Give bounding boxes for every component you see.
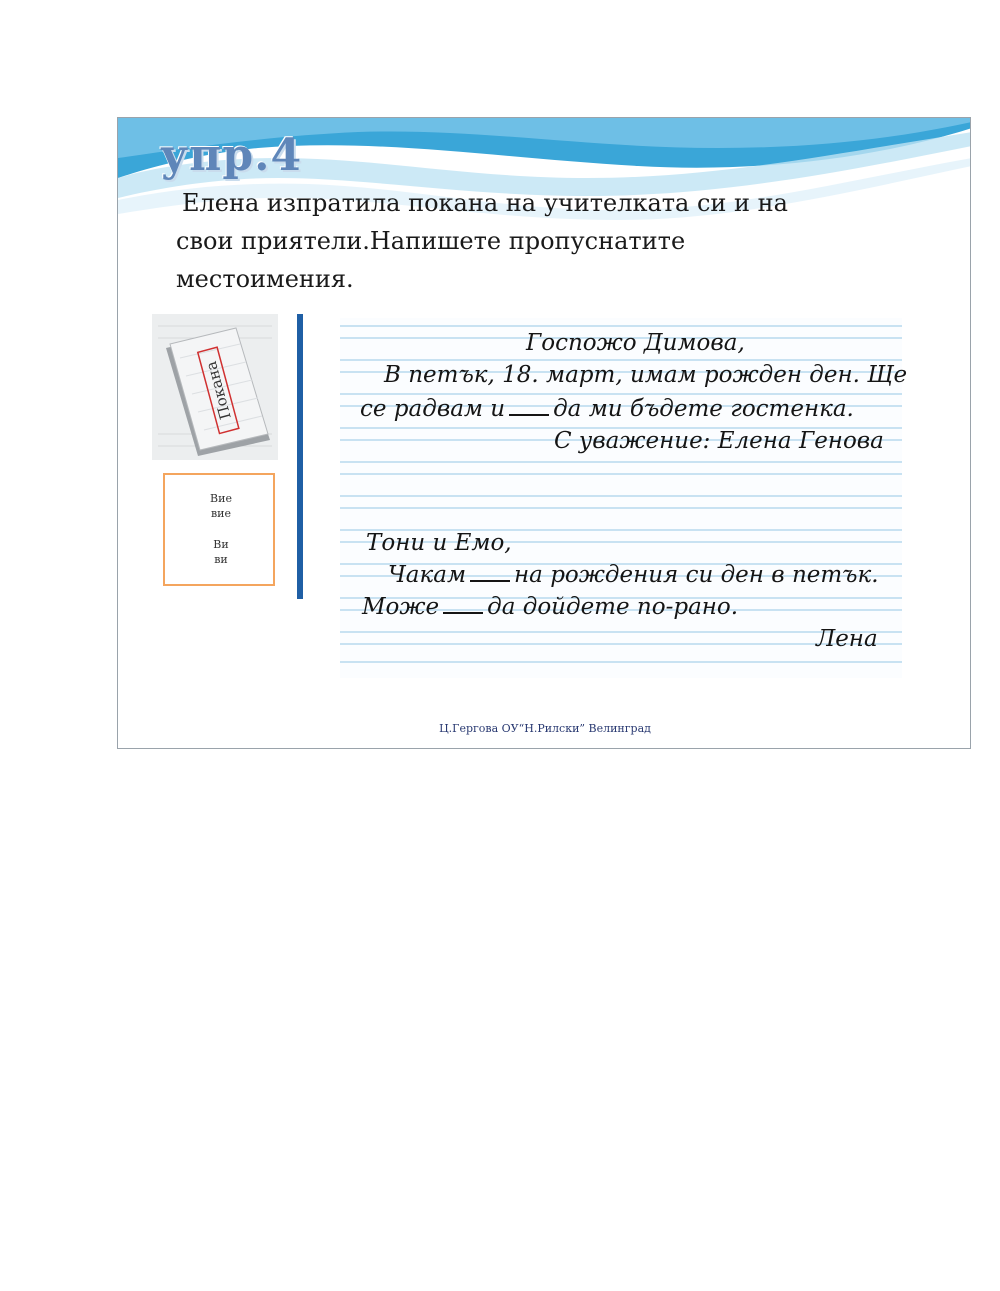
letter-1-line-2-start: се радвам и	[360, 396, 506, 422]
letter-2-line-1-end: на рождения си ден в петък.	[514, 562, 879, 588]
invitation-card-label: Покана	[201, 359, 235, 422]
letter-1-signature: С уважение: Елена Генова	[554, 428, 884, 454]
letter-2-line-1-start: Чакам	[388, 562, 467, 588]
footer-credit: Ц.Гергова ОУ“Н.Рилски” Велинград	[439, 722, 651, 735]
instruction-line-2: свои приятели.Напишете пропуснатите	[176, 227, 686, 255]
pronoun-options-box	[163, 473, 275, 586]
notebook-page	[340, 318, 908, 678]
pronoun-option: вие	[210, 507, 232, 520]
letter-2-line-2	[362, 594, 738, 620]
answer-blank[interactable]	[509, 413, 549, 416]
letter-2-line-1	[388, 562, 879, 588]
slide	[117, 117, 971, 749]
letter-2-greeting: Тони и Емо,	[366, 530, 512, 556]
letter-1-line-2-end: да ми бъдете гостенка.	[553, 396, 854, 422]
instruction-line-3: местоимения.	[176, 265, 354, 293]
letter-1-line-1: В петък, 18. март, имам рожден ден. Ще	[384, 362, 908, 388]
pronoun-option: ви	[214, 553, 228, 566]
instruction-line-1: Елена изпратила покана на учителката си и на	[182, 189, 788, 217]
letter-1-greeting: Госпожо Димова,	[526, 330, 745, 356]
answer-blank[interactable]	[443, 611, 483, 614]
letter-2-signature: Лена	[816, 626, 878, 652]
pronoun-option: Ви	[213, 538, 229, 551]
divider-line	[297, 314, 303, 599]
pronoun-option: Вие	[210, 492, 232, 505]
answer-blank[interactable]	[470, 579, 510, 582]
letter-2-line-2-start: Може	[362, 594, 440, 620]
invitation-card-illustration	[152, 314, 278, 460]
exercise-title: упр.4	[160, 130, 303, 181]
letter-2-line-2-end: да дойдете по-рано.	[487, 594, 739, 620]
letter-1-line-2	[360, 396, 854, 422]
invitation-card-image	[152, 314, 278, 460]
exercise-instruction	[176, 184, 876, 298]
